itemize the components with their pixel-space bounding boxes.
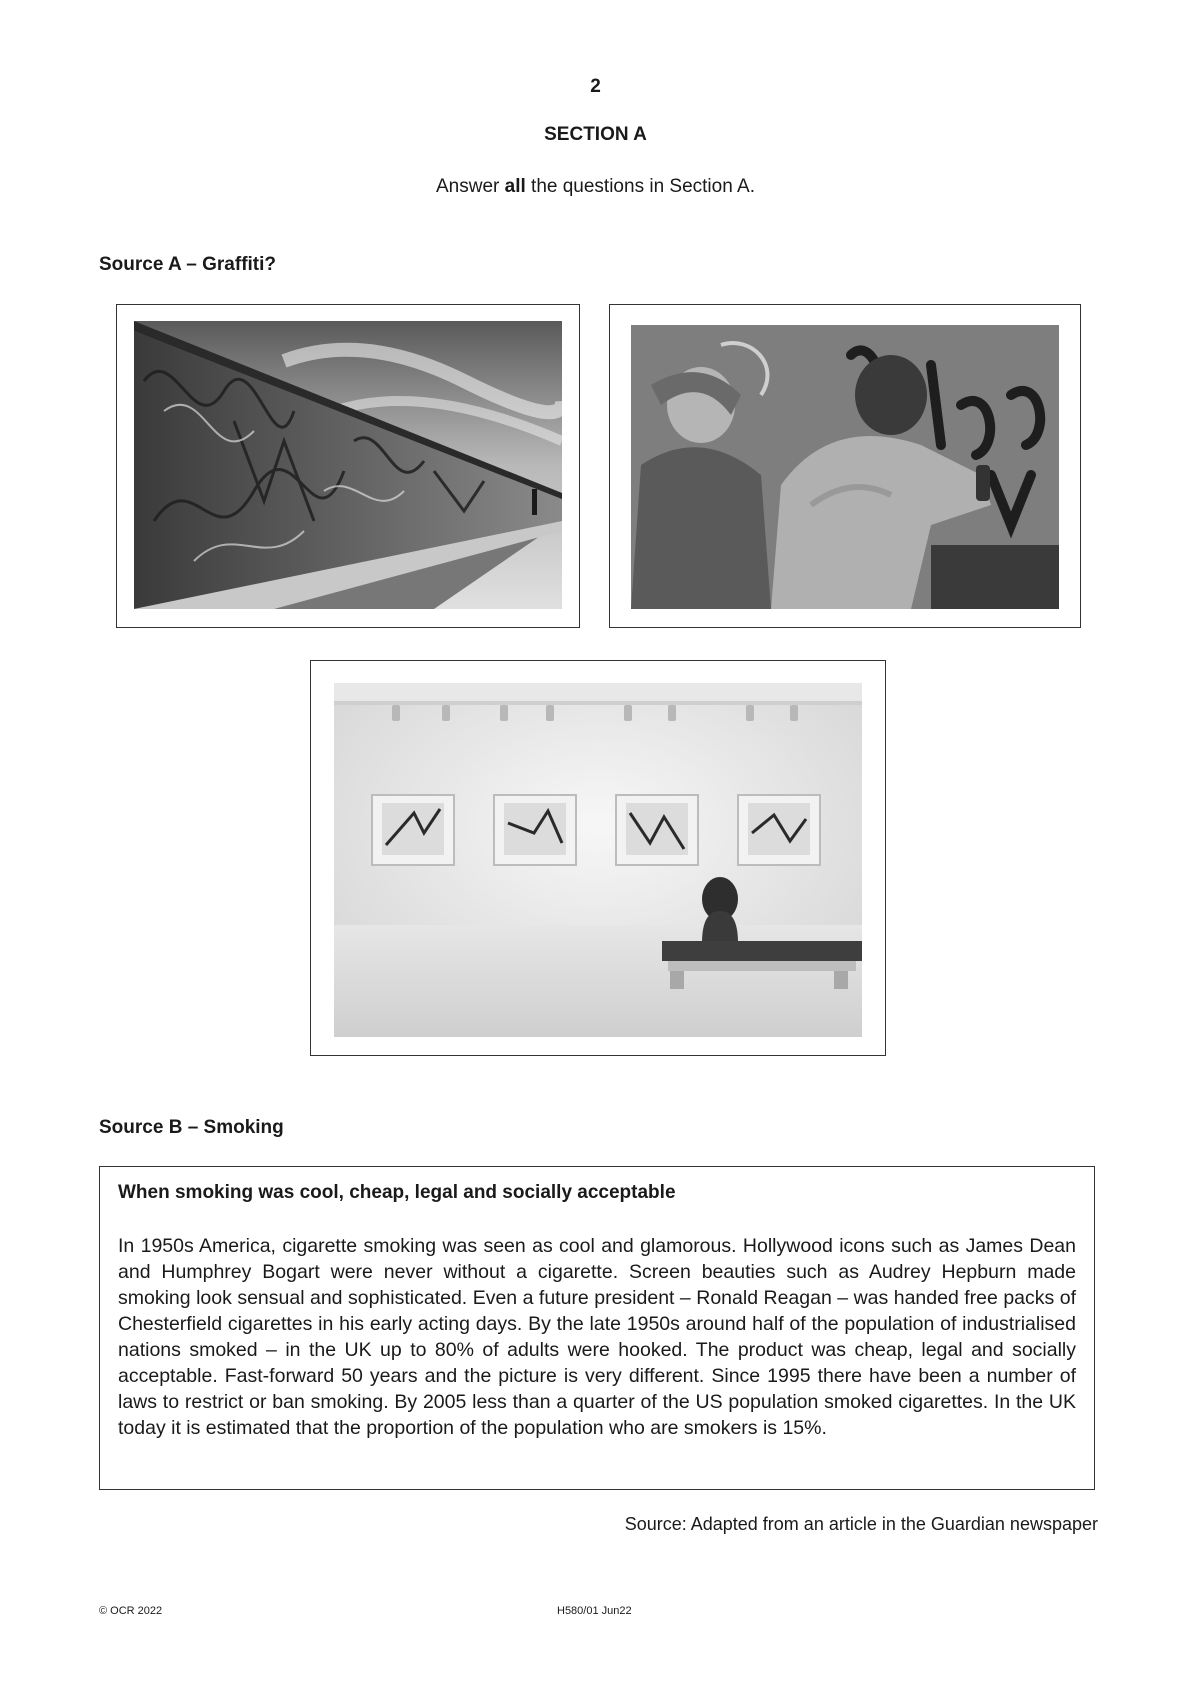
- art-gallery-photo-frame: [310, 660, 886, 1056]
- section-title: SECTION A: [544, 124, 647, 145]
- instruction-text-before: Answer: [436, 176, 505, 197]
- teenagers-spray-painting-photo: [631, 325, 1059, 609]
- art-gallery-photo: [334, 683, 862, 1037]
- footer-paper-code: H580/01 Jun22: [557, 1605, 632, 1617]
- instruction-emphasis: all: [504, 176, 526, 197]
- source-credit: Source: Adapted from an article in the Guardian newspaper: [624, 1514, 1098, 1534]
- footer-copyright: © OCR 2022: [99, 1605, 163, 1617]
- source-a-heading: Source A – Graffiti?: [99, 254, 277, 275]
- article-title: When smoking was cool, cheap, legal and socially acceptable: [118, 1182, 676, 1203]
- page-number: 2: [590, 76, 601, 97]
- article-body: In 1950s America, cigarette smoking was seen as cool and glamorous. Hollywood icons such as James Dean and Humphrey Bogart were never without a cigarette. Screen beauties such as Audrey Hepburn made smoking look sensual and sophisticated. Even a future president – Ronald Reagan – was handed free packs of Chesterfield cigarettes in his early acting days. By the late 1950s around half of the population of industrialised nations smoked – in the UK up to 80% of adults were hooked. The product was cheap, legal and socially acceptable. Fast-forward 50 years and the picture is very different. Since 1995 there have been a number of laws to restrict or ban smoking. By 2005 less than a quarter of the US population smoked cigarettes. In the UK today it is estimated that the proportion of the population who are smokers is 15%.: [118, 1235, 1076, 1439]
- graffiti-wall-photo: [134, 321, 562, 609]
- section-instruction: [0, 176, 1191, 198]
- teenagers-spray-painting-photo-frame: [609, 304, 1081, 628]
- instruction-text-after: the questions in Section A.: [525, 176, 755, 197]
- graffiti-wall-photo-frame: [116, 304, 580, 628]
- article-box: [99, 1166, 1095, 1490]
- source-b-heading: Source B – Smoking: [99, 1117, 284, 1138]
